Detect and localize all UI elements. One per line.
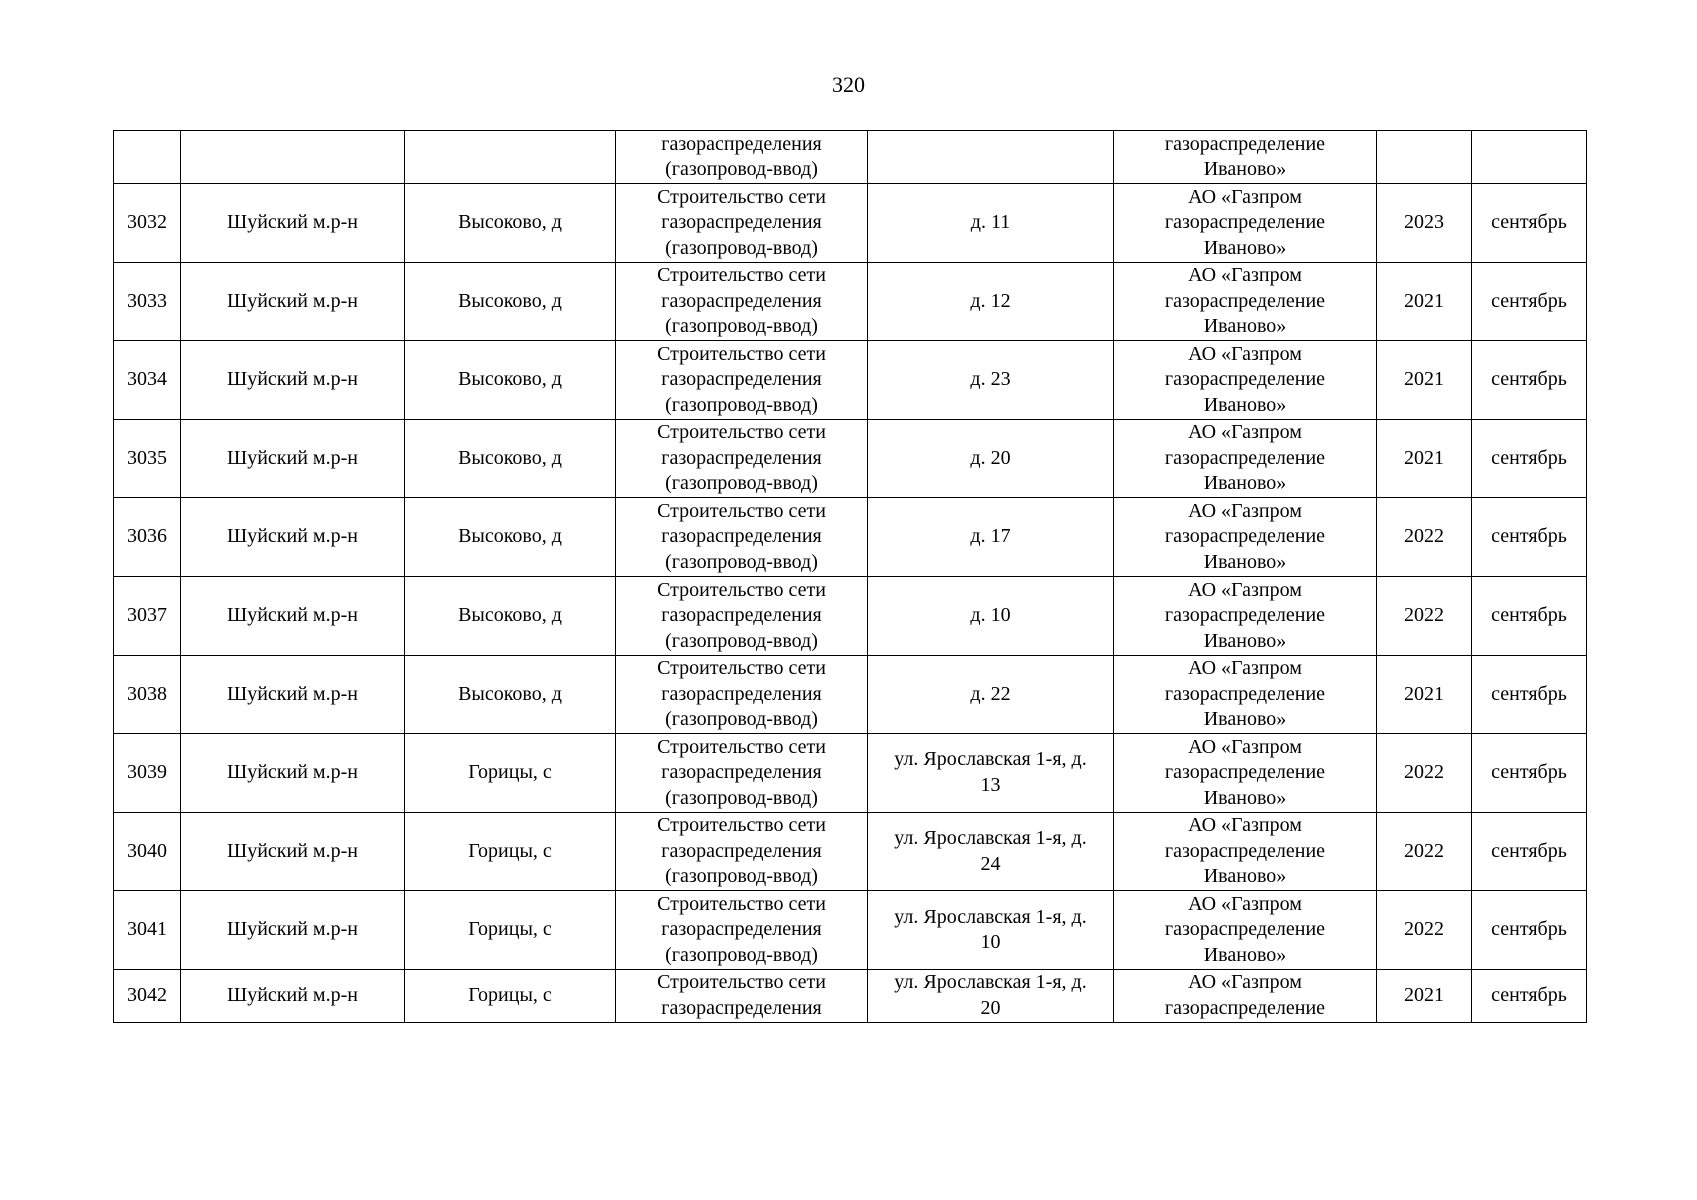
month-cell: сентябрь [1472,655,1587,734]
work-type-cell: Строительство сети газораспределения (газопровод-ввод) [616,184,868,263]
organization-cell: АО «Газпром газораспределение Иваново» [1114,419,1377,498]
organization-cell: АО «Газпром газораспределение Иваново» [1114,655,1377,734]
row-number-cell: 3035 [114,419,181,498]
district-cell: Шуйский м.р-н [181,419,405,498]
table-row [114,419,1587,498]
month-cell: сентябрь [1472,498,1587,577]
row-number-cell: 3038 [114,655,181,734]
row-number-cell: 3034 [114,341,181,420]
organization-cell: АО «Газпром газораспределение Иваново» [1114,341,1377,420]
organization-cell: АО «Газпром газораспределение Иваново» [1114,184,1377,263]
work-type-cell: Строительство сети газораспределения [616,969,868,1022]
month-cell: сентябрь [1472,262,1587,341]
organization-cell: АО «Газпром газораспределение [1114,969,1377,1022]
locality-cell: Высоково, д [405,655,616,734]
address-cell: д. 10 [868,576,1114,655]
address-cell: ул. Ярославская 1-я, д. 10 [868,891,1114,970]
district-cell: Шуйский м.р-н [181,655,405,734]
table-row [114,812,1587,891]
work-type-cell: Строительство сети газораспределения (газопровод-ввод) [616,576,868,655]
locality-cell: Высоково, д [405,341,616,420]
table-row [114,184,1587,263]
locality-cell: Высоково, д [405,184,616,263]
work-type-cell: Строительство сети газораспределения (газопровод-ввод) [616,341,868,420]
table-row [114,891,1587,970]
district-cell: Шуйский м.р-н [181,734,405,813]
locality-cell: Высоково, д [405,262,616,341]
address-cell: ул. Ярославская 1-я, д. 24 [868,812,1114,891]
table-row [114,576,1587,655]
address-cell [868,131,1114,184]
row-number-cell [114,131,181,184]
work-type-cell: Строительство сети газораспределения (газопровод-ввод) [616,419,868,498]
district-cell [181,131,405,184]
district-cell: Шуйский м.р-н [181,891,405,970]
district-cell: Шуйский м.р-н [181,969,405,1022]
district-cell: Шуйский м.р-н [181,498,405,577]
organization-cell: АО «Газпром газораспределение Иваново» [1114,576,1377,655]
work-type-cell: Строительство сети газораспределения (газопровод-ввод) [616,498,868,577]
month-cell: сентябрь [1472,969,1587,1022]
month-cell: сентябрь [1472,812,1587,891]
work-type-cell: Строительство сети газораспределения (газопровод-ввод) [616,734,868,813]
organization-cell: АО «Газпром газораспределение Иваново» [1114,262,1377,341]
table-row [114,655,1587,734]
locality-cell: Высоково, д [405,498,616,577]
month-cell: сентябрь [1472,576,1587,655]
table-row-continued [114,131,1587,184]
year-cell: 2022 [1377,576,1472,655]
organization-cell: газораспределение Иваново» [1114,131,1377,184]
work-type-cell: Строительство сети газораспределения (газопровод-ввод) [616,891,868,970]
district-cell: Шуйский м.р-н [181,812,405,891]
address-cell: ул. Ярославская 1-я, д. 13 [868,734,1114,813]
month-cell [1472,131,1587,184]
row-number-cell: 3033 [114,262,181,341]
year-cell: 2022 [1377,891,1472,970]
row-number-cell: 3042 [114,969,181,1022]
locality-cell: Высоково, д [405,419,616,498]
district-cell: Шуйский м.р-н [181,576,405,655]
month-cell: сентябрь [1472,891,1587,970]
address-cell: ул. Ярославская 1-я, д. 20 [868,969,1114,1022]
row-number-cell: 3039 [114,734,181,813]
year-cell: 2021 [1377,262,1472,341]
organization-cell: АО «Газпром газораспределение Иваново» [1114,498,1377,577]
row-number-cell: 3036 [114,498,181,577]
address-cell: д. 11 [868,184,1114,263]
district-cell: Шуйский м.р-н [181,184,405,263]
organization-cell: АО «Газпром газораспределение Иваново» [1114,734,1377,813]
address-cell: д. 23 [868,341,1114,420]
year-cell: 2021 [1377,419,1472,498]
locality-cell: Горицы, с [405,969,616,1022]
district-cell: Шуйский м.р-н [181,341,405,420]
locality-cell [405,131,616,184]
month-cell: сентябрь [1472,734,1587,813]
table-row [114,969,1587,1022]
row-number-cell: 3037 [114,576,181,655]
locality-cell: Горицы, с [405,734,616,813]
month-cell: сентябрь [1472,419,1587,498]
table-row [114,341,1587,420]
work-type-cell: Строительство сети газораспределения (газопровод-ввод) [616,812,868,891]
row-number-cell: 3041 [114,891,181,970]
district-cell: Шуйский м.р-н [181,262,405,341]
address-cell: д. 17 [868,498,1114,577]
year-cell: 2021 [1377,969,1472,1022]
year-cell: 2022 [1377,734,1472,813]
locality-cell: Горицы, с [405,891,616,970]
locality-cell: Высоково, д [405,576,616,655]
year-cell: 2021 [1377,341,1472,420]
year-cell: 2022 [1377,498,1472,577]
work-type-cell: газораспределения (газопровод-ввод) [616,131,868,184]
table-row [114,498,1587,577]
table-body [114,131,1587,1023]
year-cell [1377,131,1472,184]
year-cell: 2023 [1377,184,1472,263]
work-type-cell: Строительство сети газораспределения (газопровод-ввод) [616,655,868,734]
gas-distribution-table [113,130,1587,1023]
month-cell: сентябрь [1472,341,1587,420]
organization-cell: АО «Газпром газораспределение Иваново» [1114,891,1377,970]
organization-cell: АО «Газпром газораспределение Иваново» [1114,812,1377,891]
address-cell: д. 22 [868,655,1114,734]
table-row [114,734,1587,813]
locality-cell: Горицы, с [405,812,616,891]
work-type-cell: Строительство сети газораспределения (газопровод-ввод) [616,262,868,341]
year-cell: 2022 [1377,812,1472,891]
row-number-cell: 3032 [114,184,181,263]
address-cell: д. 12 [868,262,1114,341]
row-number-cell: 3040 [114,812,181,891]
address-cell: д. 20 [868,419,1114,498]
page-number: 320 [832,72,865,97]
month-cell: сентябрь [1472,184,1587,263]
table-row [114,262,1587,341]
year-cell: 2021 [1377,655,1472,734]
